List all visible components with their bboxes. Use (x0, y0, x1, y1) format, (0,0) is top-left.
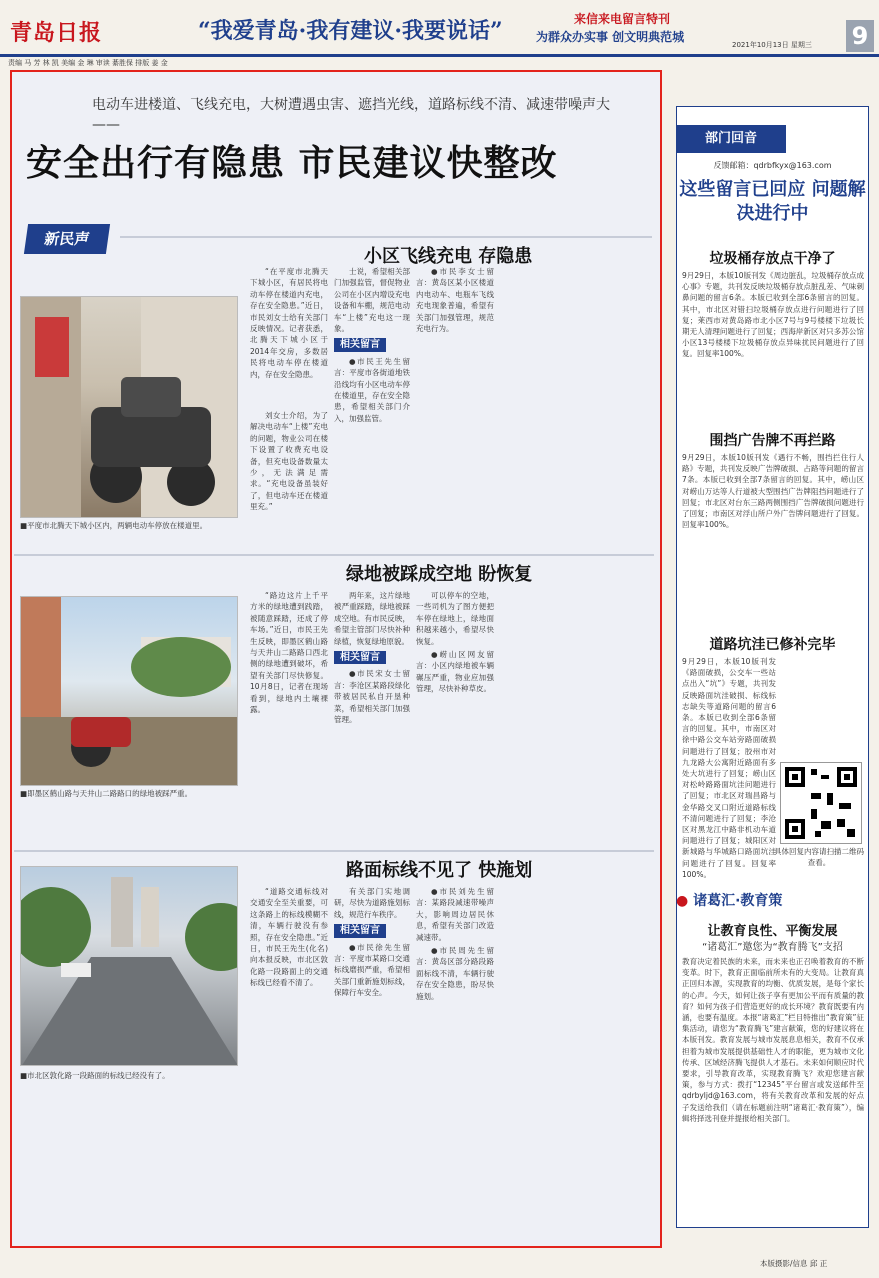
issue-date: 2021年10月13日 星期三 (732, 41, 812, 49)
article-column (334, 590, 410, 840)
article-paragraph: 士说，希望相关部门加强监管，督促物业公司在小区内增设充电设备和车棚，规范电动车“上楼”充电这一现象。 (334, 267, 410, 334)
section-heading: 绿地被踩成空地 盼恢复 (346, 564, 533, 585)
zhugehui-subtitle: “诸葛汇”邀您为“教育腾飞”支招 (702, 942, 843, 953)
reader-message: ●市民李女士留言：黄岛区某小区楼道内电动车、电瓶车飞线充电现象普遍，希望有关部门加强管理，规范充电行为。 (416, 267, 494, 334)
photo-caption: ■即墨区鹤山路与天井山二路路口的绿地被踩严重。 (20, 789, 193, 798)
related-messages-tag: 相关留言 (334, 924, 386, 937)
sidebar-headline: 这些留言已回应 问题解决进行中 (679, 179, 866, 224)
response-text: 9月29日，本版10版刊发《周边脏乱，垃圾桶存放点成心事》专题，共刊发反映垃圾桶存放点脏乱差、气味刺鼻问题的留言6条。本版已收到全部6条留言的回复。其中，市北区对错扫垃圾桶存放点进行问题进行了回复；莱西市对黄岛路市北小区7号与9号楼楼下垃圾长期无人清理问题进行了回复；西海岸新区对只多苏公馆小区13号楼楼下垃圾桶存放点异味扰民问题进行了回复。回复率100%。 (682, 271, 864, 359)
special-issue-subtitle: 为群众办实事 创文明典范城 (536, 30, 685, 44)
article-paragraph: “路边这片上千平方米的绿地遭到践踏，被随意踩踏，还成了停车场。”近日，市民王先生反映，即墨区鹤山路与天井山二路路口西北侧的绿地遭到破坏，希望有关部门尽快修复。10月8日，记者在现场看到，绿地内土壤裸露。 (250, 591, 328, 715)
response-heading: 垃圾桶存放点干净了 (709, 251, 836, 267)
header-divider (0, 54, 879, 57)
response-text: 9月29日，本版10版刊发《遇行不畅，围挡拦住行人路》专题，共刊发反映广告牌破损、占路等问题的留言7条。本版已收到全部7条留言的回复。其中，崂山区对崂山万达等人行道被大型围挡广告牌阻挡问题进行了回复；市北区对台东三路两侧围挡广告牌破损问题进行了回复；市南区对浮山所户外广告牌问题进行了回复。回复率100%。 (682, 453, 864, 530)
special-issue-title: 来信来电留言特刊 (574, 12, 671, 26)
article-column (250, 590, 328, 840)
zhugehui-tag-label: 诸葛汇·教育策 (693, 893, 783, 909)
article-column (250, 410, 328, 540)
editor-credits: 责编 马 芳 林 凯 美编 金 琳 审读 綦胜保 排版 姜 金 (8, 59, 168, 67)
article-column (416, 886, 494, 1226)
related-messages-tag: 相关留言 (334, 338, 386, 351)
reader-message: ●市民徐先生留言：平度市某路口交通标线磨损严重，希望相关部门重新施划标线，保障行车安全。 (334, 942, 410, 998)
article-paragraph: 有关部门实地调研，尽快为道路施划标线，规范行车秩序。 (334, 887, 410, 919)
article-column (416, 266, 494, 542)
response-heading: 围挡广告牌不再拦路 (709, 433, 836, 449)
zhugehui-tag (676, 888, 866, 914)
department-response-tag: 部门回音 (676, 125, 786, 153)
zhugehui-text: 教育决定着民族的未来，而未来也正召唤着教育的不断变革。时下，教育正面临前所未有的大变局。让教育真正回归本源，实现教育的均衡、优质发展，是每个家长的心声。今天，如何让孩子享有更加公平而有质量的教育？如何为孩子们营造更好的成长环境？教育既要有内涵，也要有温度。本报“诸葛汇”栏目特推出“教育策”征集活动，请您为“教育腾飞”建言献策，您的好建议将在本版刊发。教育发展与城市发展息息相关，教育不仅承担着为城市发展提供基础性人才的职能，更为城市文化传承、区域经济腾飞提供人才基石。未来如何顺应时代要求，引导教育改革，实现教育腾飞？欢迎您建言献策，参与方式：拨打“12345”平台留言或发送邮件至 qdrbyljd@163.com，将有关教育改革和发展的好点子发送给我们（请在标题前注明“诸葛汇·教育策”），编辑将择选刊登并提报给相关部门。 (682, 957, 864, 1123)
article-column (334, 886, 410, 1226)
qr-caption: 具体回复内容请扫描二维码查看。 (774, 847, 864, 867)
section-heading: 路面标线不见了 快施划 (346, 860, 533, 881)
section-divider (14, 554, 654, 556)
column-tag: 新民声 (24, 224, 110, 254)
article-column (250, 886, 328, 1226)
response-heading: 道路坑洼已修补完毕 (709, 637, 836, 653)
feature-headline: 安全出行有隐患 市民建议快整改 (26, 142, 558, 184)
section-divider (14, 850, 654, 852)
reader-message: ●市民周先生留言：黄岛区部分路段路面标线不清，车辆行驶存在安全隐患，盼尽快施划。 (416, 946, 494, 1001)
footer-credit: 本版摄影/信息 邱 正 (760, 1259, 828, 1268)
related-messages-tag: 相关留言 (334, 651, 386, 664)
article-paragraph: “道路交通标线对交通安全至关重要，可这条路上的标线模糊不清，车辆行驶没有参照，存在安全隐患。”近日，市民王先生(化名)向本报反映，市北区敦化路一段路面上的交通标线已经看不清了。 (250, 887, 328, 988)
feedback-email: 反馈邮箱：qdrbfkyx@163.com (713, 161, 832, 170)
photo-caption: ■市北区敦化路一段路面的标线已经没有了。 (20, 1071, 170, 1080)
reader-message: ●市民王先生留言：平度市各街道地铁沿线均有小区电动车停在楼道里，存在安全隐患，希望相关部门介入，加强监管。 (334, 356, 410, 423)
newspaper-logo: 青岛日报 (10, 20, 103, 46)
page-slogan: “我爱青岛·我有建议·我要说话” (198, 18, 503, 44)
photo-faded-road-markings (20, 866, 238, 1066)
article-paragraph: 可以停车的空地，一些司机为了图方便把车停在绿地上，绿地面积越来越小，希望尽快恢复。 (416, 591, 494, 646)
response-text: 9月29日，本版10版刊发《路面破损，公交车一些站点出入“坑”》专题，共刊发反映路面坑洼破损、标线标志缺失等道路问题的留言6条。本版已收到全部6条留言的回复。其中，市南区对徐中路公交车站旁路面破损问题进行了回复；胶州市对九龙路大公寓附近路面有多处大坑进行了回复；崂山区对松岭路路面坑洼问题进行了回复；市北区对瑞昌路与金华路交叉口附近道路标线不清问题进行了回复；李沧区对黑龙江中路非机动车道问题进行了回复；城阳区对新城路与华城路口路面坑洼问题进行了回复。回复率100%。 (682, 657, 776, 879)
section-divider (120, 236, 652, 238)
reader-message: ●市民刘先生留言：某路段减速带噪声大，影响周边居民休息，希望有关部门改造减速带。 (416, 887, 494, 942)
article-column (416, 590, 494, 840)
qr-code[interactable] (780, 762, 862, 844)
photo-caption: ■平度市北腾天下城小区内，两辆电动车停放在楼道里。 (20, 521, 208, 530)
article-paragraph: “在平度市北腾天下城小区，有居民将电动车停在楼道内充电，存在安全隐患。”近日，市民刘女士给有关部门反映情况。记者获悉，北腾天下城小区于2014年交房，多数居民将电动车停在楼道内，存在安全隐患。 (250, 267, 328, 379)
section-heading: 小区飞线充电 存隐患 (364, 246, 533, 267)
article-paragraph: 刘女士介绍，为了解决电动车“上楼”充电的问题，物业公司在楼下设置了收费充电设备，但充电设备数量太少，无法满足需求。“充电设备虽装好了，但电动车还在楼道里充。” (250, 411, 328, 512)
article-paragraph: 两年来，这片绿地被严重踩踏，绿地被踩成空地。有市民反映，希望主管部门尽快补种绿植，恢复绿地原貌。 (334, 591, 410, 646)
feature-subtitle: 电动车进楼道、飞线充电，大树遭遇虫害、遮挡光线，道路标线不清、减速带噪声大—— (92, 97, 610, 133)
article-column (334, 266, 410, 542)
photo-ebike-corridor (20, 296, 238, 518)
page-number: 9 (846, 20, 874, 52)
reader-message: ●市民宋女士留言：李沧区某路段绿化带被居民私自开垦种菜，希望相关部门加强管理。 (334, 669, 410, 725)
lightbulb-icon: ● (676, 893, 689, 909)
reader-message: ●崂山区网友留言：小区内绿地被车辆碾压严重，物业应加强管理，尽快补种草皮。 (416, 650, 494, 694)
photo-trampled-greenbelt (20, 596, 238, 786)
zhugehui-title: 让教育良性、平衡发展 (707, 924, 838, 939)
